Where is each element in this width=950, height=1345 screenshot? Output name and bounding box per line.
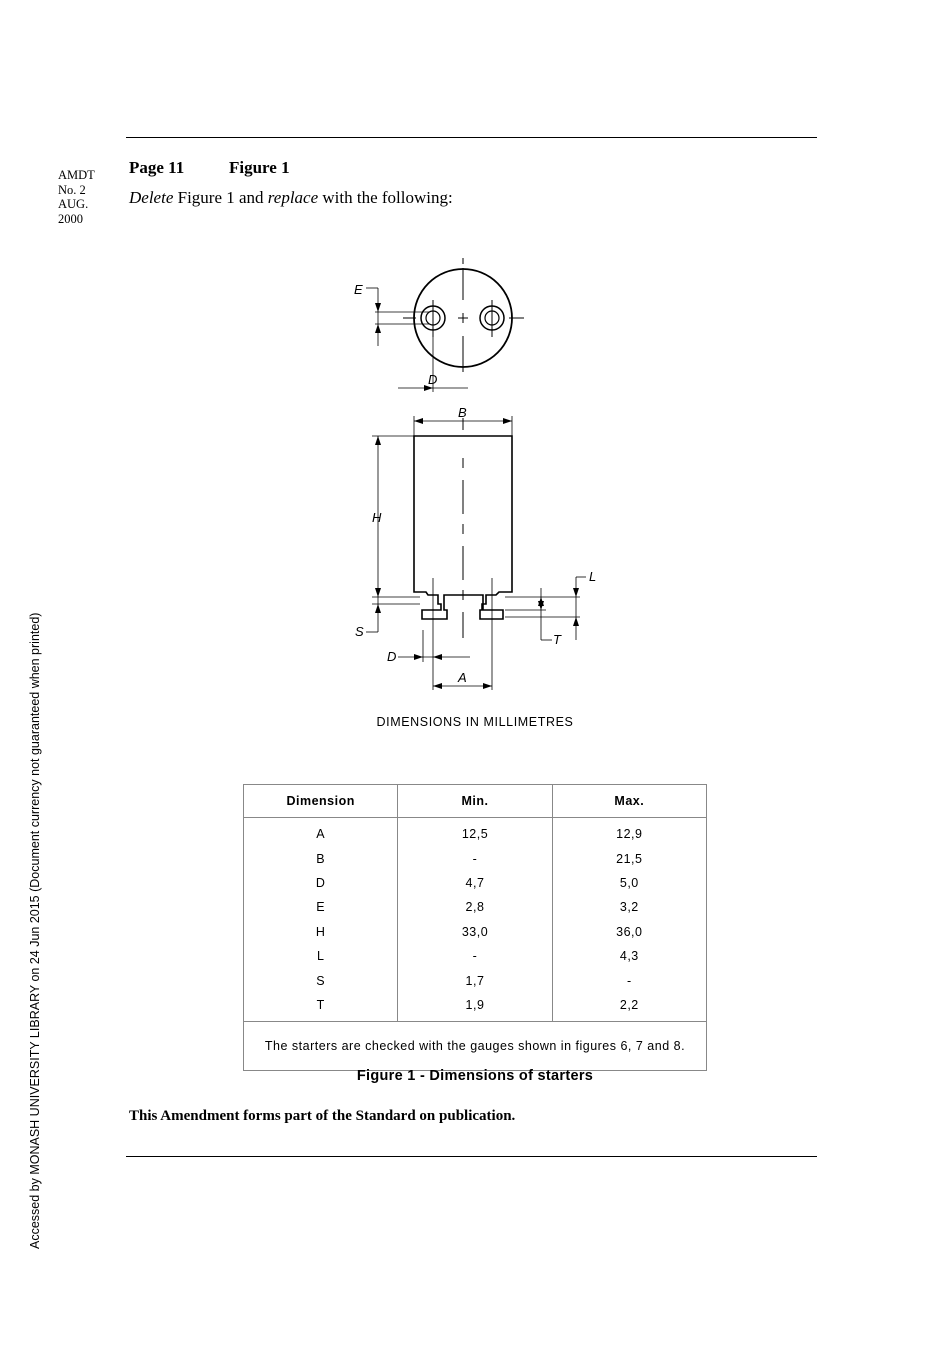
page-reference: Page 11 [129, 158, 185, 177]
cell-min: 12,5 [398, 818, 552, 847]
top-view [366, 258, 524, 392]
instruction-delete: Delete [129, 188, 174, 207]
figure-reference: Figure 1 [229, 158, 290, 177]
dim-label-b: B [458, 405, 467, 420]
table-row [244, 895, 707, 919]
dim-label-t: T [553, 632, 561, 647]
cell-max: 5,0 [552, 871, 706, 895]
instruction-end: with the following: [318, 188, 453, 207]
table-row [244, 944, 707, 968]
units-caption: DIMENSIONS IN MILLIMETRES [376, 715, 574, 729]
cell-max: 2,2 [552, 993, 706, 1022]
table-row [244, 993, 707, 1022]
cell-dimension: S [244, 968, 398, 992]
table-row [244, 818, 707, 847]
cell-dimension: E [244, 895, 398, 919]
figure-caption: Figure 1 - Dimensions of starters [356, 1068, 594, 1084]
table-note-row [244, 1022, 707, 1071]
dim-label-e: E [354, 282, 363, 297]
table-row [244, 846, 707, 870]
margin-note-line: 2000 [58, 211, 83, 226]
table-note: The starters are checked with the gauges shown in figures 6, 7 and 8. [244, 1022, 707, 1071]
amendment-note: This Amendment forms part of the Standard on publication. [129, 1108, 516, 1124]
dim-label-d-bottom: D [387, 649, 397, 664]
cell-min: 4,7 [398, 871, 552, 895]
column-header-dimension: Dimension [244, 785, 398, 818]
cell-max: 12,9 [552, 818, 706, 847]
dim-label-s: S [355, 624, 364, 639]
dim-label-d-top: D [428, 372, 438, 387]
table-row [244, 871, 707, 895]
table-row [244, 920, 707, 944]
cell-min: 1,7 [398, 968, 552, 992]
margin-note-line: AMDT [58, 168, 95, 182]
margin-note-line: No. 2 [58, 182, 86, 197]
table-row [244, 968, 707, 992]
dimensions-table [243, 784, 707, 1071]
cell-max: - [552, 968, 706, 992]
dim-label-h: H [372, 510, 382, 525]
column-header-min: Min. [398, 785, 552, 818]
cell-dimension: L [244, 944, 398, 968]
side-view [366, 416, 586, 690]
cell-max: 36,0 [552, 920, 706, 944]
margin-note-line: AUG. [58, 197, 89, 211]
cell-min: 33,0 [398, 920, 552, 944]
bottom-rule [126, 1156, 817, 1157]
cell-min: 1,9 [398, 993, 552, 1022]
cell-dimension: H [244, 920, 398, 944]
cell-max: 3,2 [552, 895, 706, 919]
cell-min: - [398, 944, 552, 968]
cell-max: 21,5 [552, 846, 706, 870]
access-watermark: Accessed by MONASH UNIVERSITY LIBRARY on 24 Jun 2015 (Document currency not guaranteed when printed) [28, 612, 42, 1249]
cell-dimension: D [244, 871, 398, 895]
cell-min: 2,8 [398, 895, 552, 919]
dim-label-a: A [458, 670, 467, 685]
cell-max: 4,3 [552, 944, 706, 968]
cell-min: - [398, 846, 552, 870]
column-header-max: Max. [552, 785, 706, 818]
table-header-row [244, 785, 707, 818]
cell-dimension: B [244, 846, 398, 870]
cell-dimension: T [244, 993, 398, 1022]
cell-dimension: A [244, 818, 398, 847]
instruction-replace: replace [267, 188, 319, 207]
instruction-middle: Figure 1 and [173, 188, 268, 207]
dim-label-l: L [589, 569, 597, 584]
